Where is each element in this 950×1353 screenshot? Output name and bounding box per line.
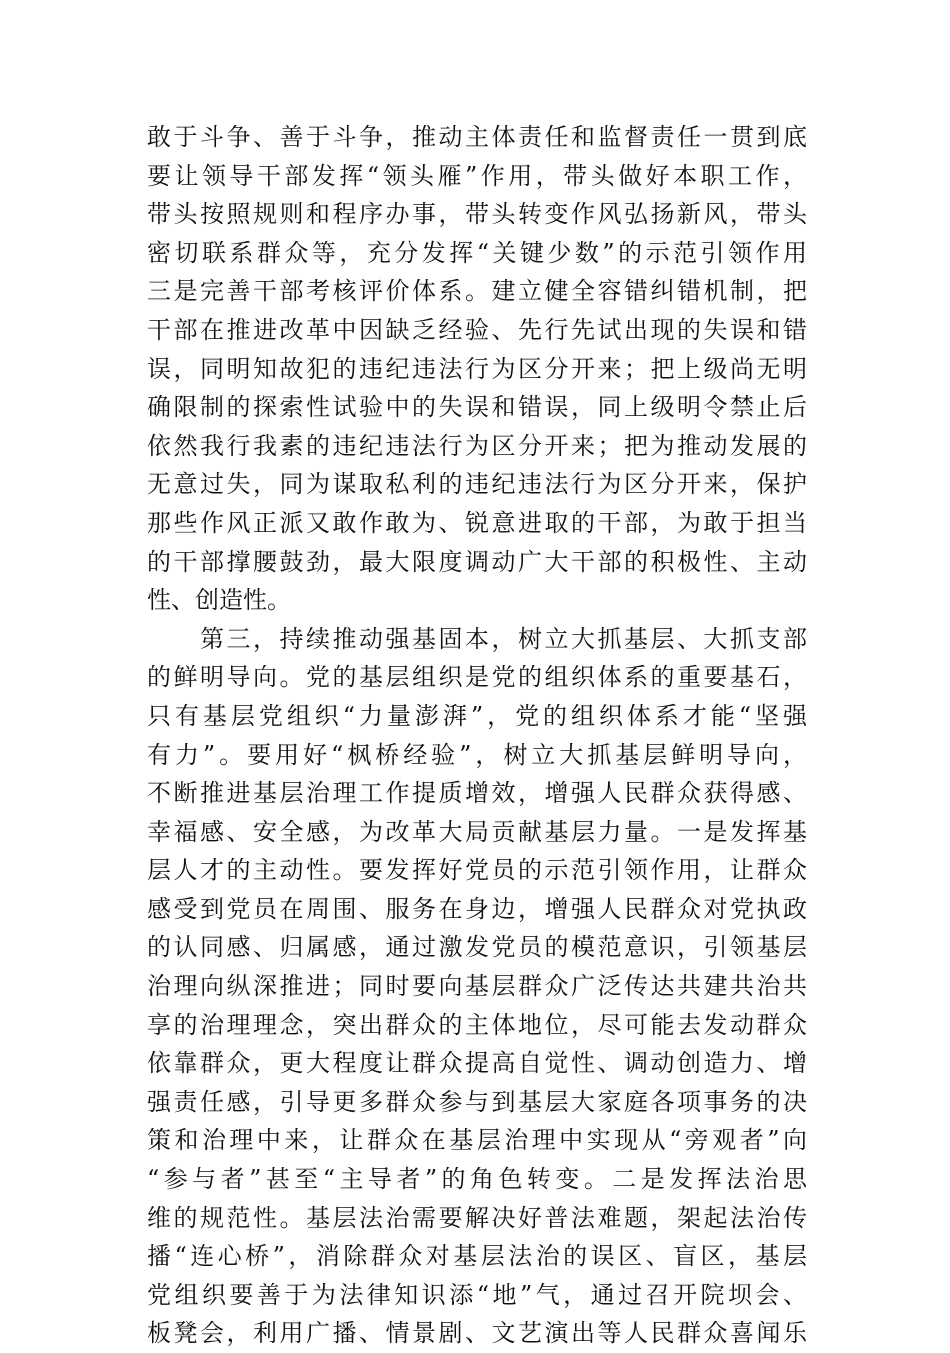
text-line: “参与者”甚至“主导者”的角色转变。二是发挥法治思 — [147, 1165, 807, 1194]
text-line: 强责任感，引导更多群众参与到基层大家庭各项事务的决 — [147, 1087, 807, 1116]
text-line: 干部在推进改革中因缺乏经验、先行先试出现的失误和错 — [147, 315, 807, 344]
text-line: 不断推进基层治理工作提质增效，增强人民群众获得感、 — [147, 779, 807, 808]
text-line: 的干部撑腰鼓劲，最大限度调动广大干部的积极性、主动 — [147, 547, 807, 576]
text-line: 有力”。要用好“枫桥经验”，树立大抓基层鲜明导向， — [147, 740, 807, 769]
text-line: 治理向纵深推进；同时要向基层群众广泛传达共建共治共 — [147, 972, 807, 1001]
text-line: 享的治理理念，突出群众的主体地位，尽可能去发动群众 — [147, 1010, 807, 1039]
text-line: 维的规范性。基层法治需要解决好普法难题，架起法治传 — [147, 1203, 807, 1232]
text-line: 确限制的探索性试验中的失误和错误，同上级明令禁止后 — [147, 393, 807, 422]
text-line: 带头按照规则和程序办事，带头转变作风弘扬新风，带头 — [147, 200, 807, 229]
text-line: 要让领导干部发挥“领头雁”作用，带头做好本职工作， — [147, 161, 807, 190]
text-line: 第三，持续推动强基固本，树立大抓基层、大抓支部 — [147, 624, 807, 653]
text-line: 播“连心桥”，消除群众对基层法治的误区、盲区，基层 — [147, 1242, 807, 1271]
text-line: 板凳会，利用广播、情景剧、文艺演出等人民群众喜闻乐 — [147, 1319, 807, 1348]
text-line: 感受到党员在周围、服务在身边，增强人民群众对党执政 — [147, 894, 807, 923]
text-line: 的鲜明导向。党的基层组织是党的组织体系的重要基石， — [147, 663, 807, 692]
text-line: 敢于斗争、善于斗争，推动主体责任和监督责任一贯到底 — [147, 123, 807, 151]
text-line: 性、创造性。 — [147, 586, 291, 615]
text-line: 无意过失，同为谋取私利的违纪违法行为区分开来，保护 — [147, 470, 807, 499]
text-line: 三是完善干部考核评价体系。建立健全容错纠错机制，把 — [147, 277, 807, 306]
text-line: 那些作风正派又敢作敢为、锐意进取的干部，为敢于担当 — [147, 508, 807, 537]
text-line: 误，同明知故犯的违纪违法行为区分开来；把上级尚无明 — [147, 354, 807, 383]
body-text — [147, 118, 807, 1353]
text-line: 幸福感、安全感，为改革大局贡献基层力量。一是发挥基 — [147, 817, 807, 846]
text-line: 依然我行我素的违纪违法行为区分开来；把为推动发展的 — [147, 431, 807, 460]
text-line: 策和治理中来，让群众在基层治理中实现从“旁观者”向 — [147, 1126, 807, 1155]
text-line: 只有基层党组织“力量澎湃”，党的组织体系才能“坚强 — [147, 701, 807, 730]
text-line: 密切联系群众等，充分发挥“关键少数”的示范引领作用 — [147, 238, 807, 267]
text-line: 的认同感、归属感，通过激发党员的模范意识，引领基层 — [147, 933, 807, 962]
text-line: 层人才的主动性。要发挥好党员的示范引领作用，让群众 — [147, 856, 807, 885]
text-line: 党组织要善于为法律知识添“地”气，通过召开院坝会、 — [147, 1280, 807, 1309]
text-line: 依靠群众，更大程度让群众提高自觉性、调动创造力、增 — [147, 1049, 807, 1078]
